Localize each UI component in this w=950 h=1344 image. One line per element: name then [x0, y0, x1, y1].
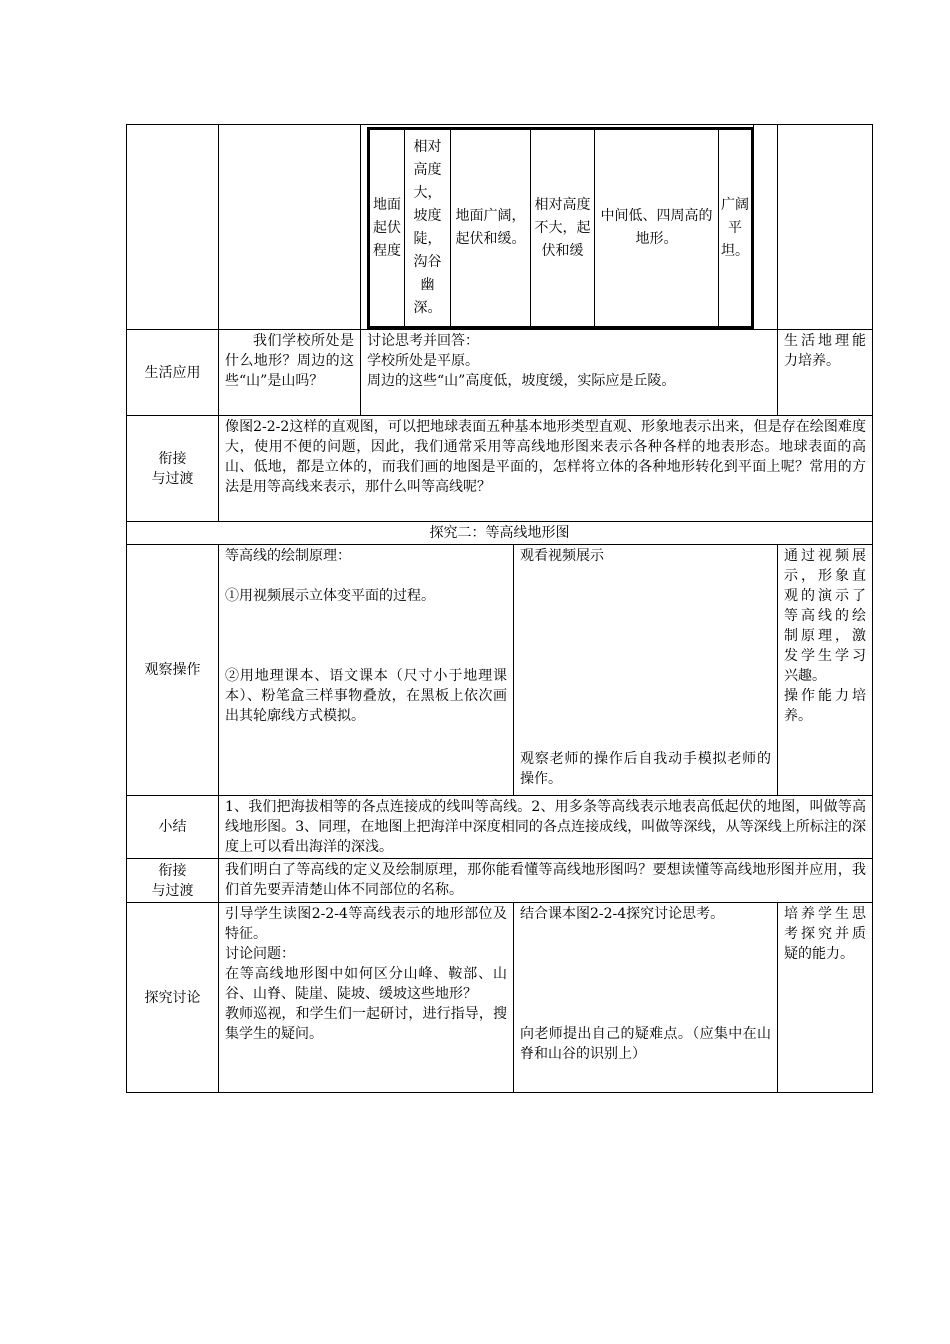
terrain-comparison-table: [367, 127, 754, 329]
observe-student-cell: [514, 545, 778, 796]
summary-row: [127, 796, 873, 859]
transition-1-label: [127, 416, 219, 522]
inner-table-tail: [753, 125, 777, 329]
life-application-answer: [361, 330, 778, 416]
transition-2-label-line-2: 与过渡: [151, 882, 194, 899]
mountain-feature: 相对高度大，坡度陡，沟谷幽深。: [405, 129, 451, 328]
terrain-row-intent-cell: [778, 125, 873, 330]
section-title: 探究二：等高线地形图: [127, 522, 873, 545]
life-application-row: [127, 330, 873, 416]
observe-label: 观察操作: [127, 545, 219, 796]
life-answer-line-1: 讨论思考并回答：: [367, 333, 479, 349]
life-answer-line-3: 周边的这些“山”高度低，坡度缓，实际应是丘陵。: [367, 373, 676, 389]
terrain-relief-label: 地面起伏程度: [369, 129, 405, 328]
plain-feature: 广阔平坦。: [719, 129, 753, 328]
lesson-plan-table: [126, 124, 873, 1093]
transition-row-2: [127, 859, 873, 903]
summary-label: 小结: [127, 796, 219, 859]
transition-2-text: 我们明白了等高线的定义及绘制原理，那你能看懂等高线地形图吗？要想读懂等高线地形图并应用，我们首先要弄清楚山体不同部位的名称。: [219, 859, 873, 903]
observe-intent-cell: [778, 545, 873, 796]
discuss-student-cell: [514, 903, 778, 1093]
discuss-teacher-line-2: 讨论问题：: [225, 946, 295, 962]
section-title-row: [127, 522, 873, 545]
transition-2-label: [127, 859, 219, 903]
life-application-question: [219, 330, 361, 416]
transition-row-1: [127, 416, 873, 522]
discuss-row: [127, 903, 873, 1093]
discuss-teacher-cell: [219, 903, 514, 1093]
basin-feature: 中间低、四周高的地形。: [595, 129, 719, 328]
discuss-student-line-2: 向老师提出自己的疑难点。（应集中在山脊和山谷的识别上）: [520, 1026, 771, 1062]
observe-teacher-line-2: ①用视频展示立体变平面的过程。: [225, 588, 435, 604]
transition-1-label-line-2: 与过渡: [151, 470, 194, 487]
life-application-intent: 生活地理能力培养。: [778, 330, 873, 416]
discuss-teacher-line-3: 在等高线地形图中如何区分山峰、鞍部、山谷、山脊、陡崖、陡坡、缓坡这些地形？: [225, 966, 507, 1002]
terrain-row-label-cell: [127, 125, 219, 330]
observe-student-line-2: 观察老师的操作后自我动手模拟老师的操作。: [520, 751, 771, 787]
discuss-teacher-line-1: 引导学生读图2-2-4等高线表示的地形部位及特征。: [225, 906, 507, 942]
observe-teacher-cell: [219, 545, 514, 796]
terrain-row-question-cell: [219, 125, 361, 330]
summary-text: 1、我们把海拔相等的各点连接成的线叫等高线。2、用多条等高线表示地表高低起伏的地图，叫做等高线地形图。3、同理，在地图上把海洋中深度相同的各点连接成线，叫做等深线，从等深线上所标注的深度上可以看出海洋的深浅。: [219, 796, 873, 859]
transition-2-label-line-1: 衔接: [158, 862, 187, 879]
life-answer-line-2: 学校所处是平原。: [367, 353, 479, 369]
discuss-student-line-1: 结合课本图2-2-4探究讨论思考。: [520, 906, 725, 922]
transition-1-label-line-1: 衔接: [158, 450, 187, 467]
observe-intent-line-1: 通过视频展示，形象直观的演示了等高线的绘制原理，激发学生学习兴趣。: [784, 548, 866, 684]
observe-student-line-1: 观看视频展示: [520, 548, 604, 564]
life-application-label: 生活应用: [127, 330, 219, 416]
observe-teacher-line-3: ②用地理课本、语文课本（尺寸小于地理课本）、粉笔盒三样事物叠放，在黑板上依次画出其轮廓线方式模拟。: [225, 668, 507, 724]
observe-row: [127, 545, 873, 796]
observe-intent-line-2: 操作能力培养。: [784, 688, 866, 724]
discuss-teacher-line-4: 教师巡视，和学生们一起研讨，进行指导，搜集学生的疑问。: [225, 1006, 507, 1042]
hill-feature: 相对高度不大，起伏和缓: [531, 129, 595, 328]
terrain-row: [127, 125, 873, 330]
plateau-feature: 地面广阔，起伏和缓。: [451, 129, 531, 328]
discuss-intent-cell: 培养学生思考探究并质疑的能力。: [778, 903, 873, 1093]
discuss-label: 探究讨论: [127, 903, 219, 1093]
observe-teacher-line-1: 等高线的绘制原理：: [225, 548, 351, 564]
terrain-inner-cell: [361, 125, 778, 330]
life-question-text: 我们学校所处是什么地形？周边的这些“山”是山吗？: [225, 333, 354, 389]
transition-1-text: 像图2-2-2这样的直观图，可以把地球表面五种基本地形类型直观、形象地表示出来，但是存在绘图难度大，使用不便的问题，因此，我们通常采用等高线地形图来表示各种各样的地表形态。地球表面的高山、低地，都是立体的，而我们画的地图是平面的，怎样将立体的各种地形转化到平面上呢？常用的方法是用等高线来表示，那什么叫等高线呢？: [219, 416, 873, 522]
